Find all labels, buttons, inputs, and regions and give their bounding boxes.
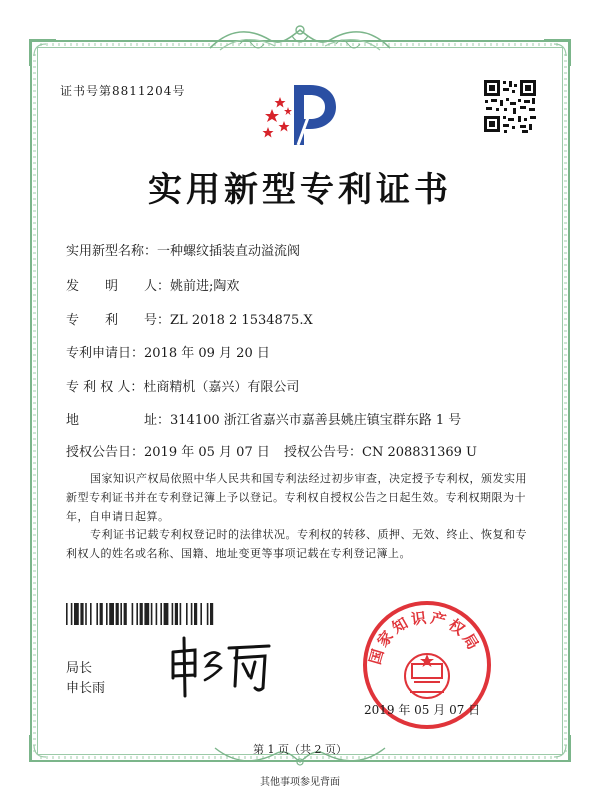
- field-label: 地 址：: [66, 413, 171, 428]
- field-value: 杜商精机（嘉兴）有限公司: [143, 380, 300, 395]
- field-inventors: [66, 275, 239, 294]
- field-application-date: [66, 342, 270, 361]
- field-value: 2019 年 05 月 07 日: [144, 445, 270, 460]
- ornament-icon: [200, 18, 400, 58]
- certificate-paragraph-legal-status: 专利证书记载专利权登记时的法律状况。专利权的转移、质押、无效、终止、恢复和专利权人的姓名或名称、国籍、地址变更等事项记载在专利登记簿上。: [66, 528, 527, 560]
- field-value: 314100 浙江省嘉兴市嘉善县姚庄镇宝群东路 1 号: [170, 413, 462, 428]
- field-value: CN 208831369 U: [362, 445, 478, 460]
- field-label: 授权公告号：: [284, 445, 363, 460]
- certificate-paragraph-grant: 国家知识产权局依照中华人民共和国专利法经过初步审查，决定授予专利权，颁发实用新型专利证书并在专利登记簿上予以登记。专利权自授权公告之日起生效。专利权期限为十年，自申请日起算。: [66, 472, 527, 523]
- director-title: 局长: [66, 661, 93, 676]
- field-utility-model-name: [66, 240, 300, 259]
- border-pattern-right: [564, 50, 567, 752]
- seal-text: 国家知识产权局: [365, 608, 484, 667]
- field-value: 2018 年 09 月 20 日: [144, 346, 270, 361]
- field-value: ZL 2018 2 1534875.X: [170, 313, 313, 328]
- barcode-icon: [66, 603, 278, 625]
- corner-ornament-icon: [26, 36, 60, 70]
- field-patentee: [66, 376, 299, 395]
- field-label: 专 利 号：: [66, 313, 171, 328]
- seal-date: 2019 年 05 月 07 日: [364, 703, 481, 717]
- field-label: 实用新型名称：: [66, 244, 158, 259]
- field-label: 专利申请日：: [66, 346, 145, 361]
- director-name: 申长雨: [66, 681, 106, 696]
- field-value: 姚前进;陶欢: [170, 279, 240, 294]
- field-label: 授权公告日：: [66, 445, 145, 460]
- field-label: 发 明 人：: [66, 279, 171, 294]
- certificate-title: 实用新型专利证书: [148, 170, 452, 210]
- field-value: 一种螺纹插装直动溢流阀: [157, 244, 301, 259]
- corner-ornament-icon: [540, 36, 574, 70]
- cnipa-logo-icon: [258, 75, 342, 151]
- field-address: [66, 409, 461, 428]
- border-pattern-left: [33, 50, 36, 752]
- certificate-number: 证书号第8811204号: [60, 84, 186, 98]
- field-grant-announcement: [66, 441, 477, 460]
- page-indicator: 第 1 页（共 2 页）: [253, 743, 347, 756]
- qr-code-icon: [482, 78, 538, 134]
- footer-note: 其他事项参见背面: [260, 777, 340, 788]
- field-label: 专 利 权 人：: [66, 380, 144, 395]
- signature-icon: [165, 630, 275, 702]
- field-patent-number: [66, 309, 313, 328]
